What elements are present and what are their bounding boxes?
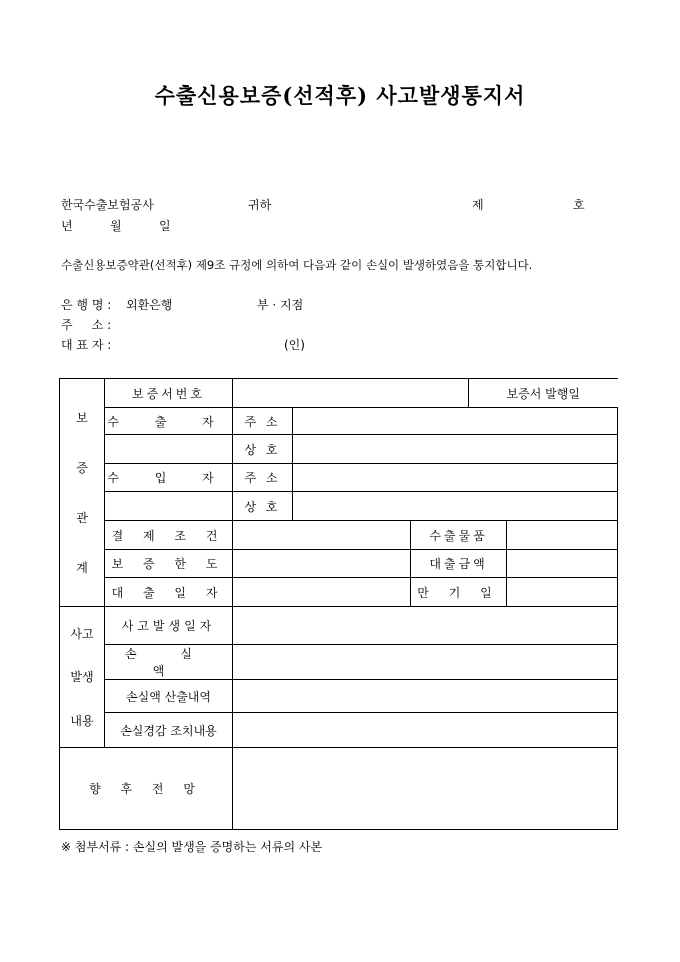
loss-amount-value[interactable] xyxy=(233,645,618,680)
bank-address-label: 주 소 : xyxy=(61,318,112,332)
loss-reduce-value[interactable] xyxy=(233,713,618,748)
outlook-label: 향 후 전 망 xyxy=(60,748,233,830)
bank-rep-label: 대 표 자 : xyxy=(61,338,112,352)
outlook-value[interactable] xyxy=(233,748,618,830)
date-year: 년 xyxy=(61,219,73,233)
exporter-company-label: 상 호 xyxy=(233,435,293,464)
exporter-label: 수 출 자 xyxy=(105,408,233,435)
settlement-value[interactable] xyxy=(233,521,411,550)
document-title: 수출신용보증(선적후) 사고발생통지서 xyxy=(154,83,526,108)
importer-address-label: 주 소 xyxy=(233,464,293,492)
loss-reduce-label: 손실경감 조치내용 xyxy=(105,713,233,748)
importer-address-value[interactable] xyxy=(293,464,618,492)
date-month: 월 xyxy=(110,219,122,233)
issue-date-label: 보증서 발행일 xyxy=(469,379,618,408)
loss-calc-label: 손실액 산출내역 xyxy=(105,680,233,713)
exporter-blank xyxy=(105,435,233,464)
accident-date-value[interactable] xyxy=(233,607,618,645)
loss-amount-label: 손 실 액 xyxy=(105,645,233,680)
date-day: 일 xyxy=(159,219,171,233)
intro-sentence: 수출신용보증약관(선적후) 제9조 규정에 의하여 다음과 같이 손실이 발생하였음을 통지합니다. xyxy=(61,258,533,272)
recipient: 한국수출보험공사 xyxy=(61,198,154,212)
loss-calc-value[interactable] xyxy=(233,680,618,713)
attachment-note: ※ 첨부서류 : 손실의 발생을 증명하는 서류의 사본 xyxy=(61,840,323,854)
guarantee-no-value[interactable] xyxy=(233,379,469,408)
group-accident-label: 사고 발생 내용 xyxy=(60,607,105,748)
importer-company-label: 상 호 xyxy=(233,492,293,521)
group-guarantee-label: 보 증 관 계 xyxy=(60,379,105,607)
accident-date-label: 사고발생일자 xyxy=(105,607,233,645)
bank-branch: 부 · 지점 xyxy=(257,298,304,312)
seal-mark: (인) xyxy=(284,338,305,352)
exporter-address-label: 주 소 xyxy=(233,408,293,435)
importer-label: 수 입 자 xyxy=(105,464,233,492)
exporter-address-value[interactable] xyxy=(293,408,618,435)
recipient-suffix: 귀하 xyxy=(248,198,272,212)
limit-value[interactable] xyxy=(233,550,411,578)
bank-name-value: 외환은행 xyxy=(126,298,173,312)
accident-report-table xyxy=(59,378,618,830)
export-item-label: 수출물품 xyxy=(411,521,507,550)
loan-amount-label: 대출금액 xyxy=(411,550,507,578)
loan-date-label: 대 출 일 자 xyxy=(105,578,233,607)
export-item-value[interactable] xyxy=(507,521,618,550)
maturity-value[interactable] xyxy=(507,578,618,607)
bank-name-label: 은 행 명 : xyxy=(61,298,112,312)
importer-blank xyxy=(105,492,233,521)
guarantee-no-label: 보증서번호 xyxy=(105,379,233,408)
doc-no-suffix: 호 xyxy=(573,198,585,212)
exporter-company-value[interactable] xyxy=(293,435,618,464)
maturity-label: 만 기 일 xyxy=(411,578,507,607)
settlement-label: 결 제 조 건 xyxy=(105,521,233,550)
loan-date-value[interactable] xyxy=(233,578,411,607)
doc-no-prefix: 제 xyxy=(472,198,484,212)
limit-label: 보 증 한 도 xyxy=(105,550,233,578)
importer-company-value[interactable] xyxy=(293,492,618,521)
loan-amount-value[interactable] xyxy=(507,550,618,578)
